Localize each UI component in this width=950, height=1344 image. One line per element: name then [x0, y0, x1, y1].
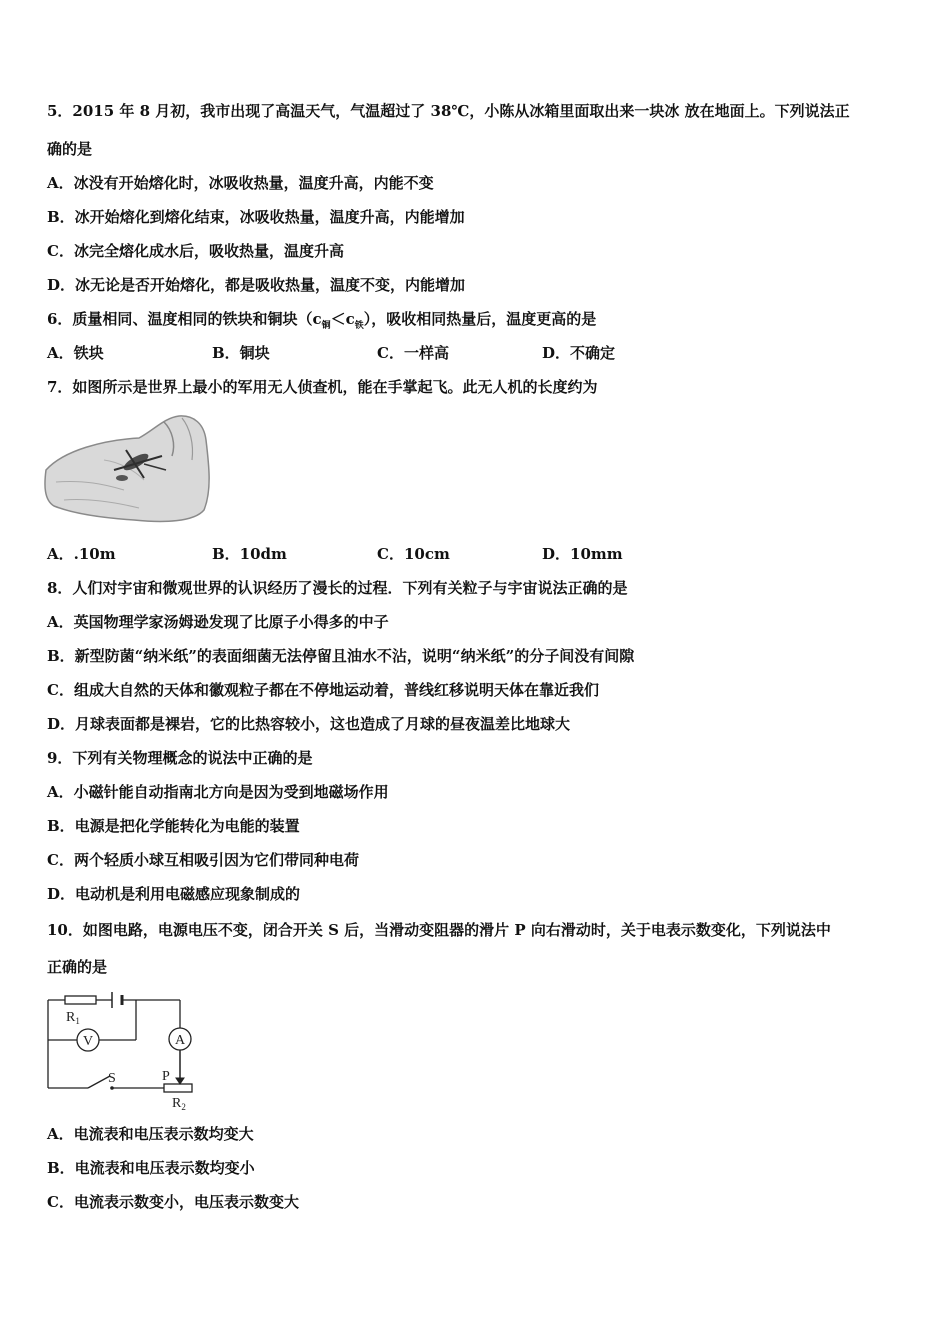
q9-option-d: D．电动机是利用电磁感应现象制成的 [47, 885, 301, 903]
r2-label: $R_2$ [172, 1096, 186, 1110]
switch-label: S [108, 1071, 116, 1086]
q10-stem-line2: 正确的是 [47, 958, 108, 976]
q8-option-d: D．月球表面都是裸岩，它的比热容较小，这也造成了月球的昼夜温差比地球大 [47, 715, 571, 733]
q6-stem-part2: ），吸收相同热量后，温度更高的是 [363, 310, 597, 328]
voltmeter-label: V [82, 1034, 94, 1049]
q9-option-a: A．小磁针能自动指南北方向是因为受到地磁场作用 [47, 783, 389, 801]
q6-option-d: D．不确定 [542, 344, 616, 362]
q8-option-c: C．组成大自然的天体和徽观粒子都在不停地运动着，普线红移说明天体在靠近我们 [47, 681, 599, 699]
q6-stem [47, 309, 596, 336]
q8-stem: 8．人们对宇宙和微观世界的认识经历了漫长的过程．下列有关粒子与宇宙说法正确的是 [47, 579, 628, 597]
q9-stem: 9．下列有关物理概念的说法中正确的是 [47, 749, 313, 767]
q10-stem-line1: 10．如图电路，电源电压不变，闭合开关 S 后，当滑动变阻器的滑片 P 向右滑动时，关于电表示数变化，下列说法中 [47, 921, 831, 939]
rheostat-r2-icon [164, 1084, 192, 1092]
q8-option-a: A．英国物理学家汤姆逊发现了比原子小得多的中子 [47, 613, 389, 631]
q5-option-b: B．冰开始熔化到熔化结束，冰吸收热量，温度升高，内能增加 [47, 208, 465, 226]
q6-sub-iron: 铁 [354, 321, 364, 331]
q5-stem-line2: 确的是 [47, 140, 93, 158]
q6-option-a: A．铁块 [47, 344, 104, 362]
q5-option-c: C．冰完全熔化成水后，吸收热量，温度升高 [47, 242, 344, 260]
slider-p-label: P [162, 1069, 170, 1084]
q6-stem-part1: 6．质量相同、温度相同的铁块和铜块（c [47, 310, 322, 328]
q8-option-b: B．新型防菌“纳米纸”的表面细菌无法停留且油水不沾，说明“纳米纸”的分子间没有间隙 [47, 647, 635, 665]
slider-arrow-icon [176, 1050, 184, 1084]
q9-option-b: B．电源是把化学能转化为电能的装置 [47, 817, 300, 835]
circuit-diagram [40, 986, 200, 1110]
q7-option-c: C．10cm [377, 545, 450, 563]
q10-option-c: C．电流表示数变小，电压表示数变大 [47, 1193, 299, 1211]
q7-stem: 7．如图所示是世界上最小的军用无人侦查机，能在手掌起飞。此无人机的长度约为 [47, 378, 598, 396]
q6-sub-copper: 铜 [321, 321, 331, 331]
r1-label: $R_1$ [66, 1010, 80, 1026]
battery-icon [112, 992, 122, 1008]
q10-option-b: B．电流表和电压表示数均变小 [47, 1159, 255, 1177]
q5-option-d: D．冰无论是否开始熔化，都是吸收热量，温度不变，内能增加 [47, 276, 466, 294]
q6-option-b: B．铜块 [212, 344, 270, 362]
q7-option-a: A．.10m [47, 545, 116, 563]
q9-option-c: C．两个轻质小球互相吸引因为它们带同种电荷 [47, 851, 359, 869]
q7-option-b: B．10dm [212, 545, 287, 563]
q5-stem-line1: 5．2015 年 8 月初，我市出现了高温天气，气温超过了 38℃，小陈从冰箱里面取出来一块冰 放在地面上。下列说法正 [47, 102, 850, 120]
q6-less-than: ＜c [330, 310, 355, 328]
q7-option-d: D．10mm [542, 545, 623, 563]
q6-option-c: C．一样高 [377, 344, 449, 362]
ammeter-label: A [174, 1033, 186, 1048]
resistor-r1-icon [65, 996, 96, 1004]
q10-option-a: A．电流表和电压表示数均变大 [47, 1125, 254, 1143]
q5-option-a: A．冰没有开始熔化时，冰吸收热量，温度升高，内能不变 [47, 174, 434, 192]
drone-on-hand-image [44, 410, 214, 525]
